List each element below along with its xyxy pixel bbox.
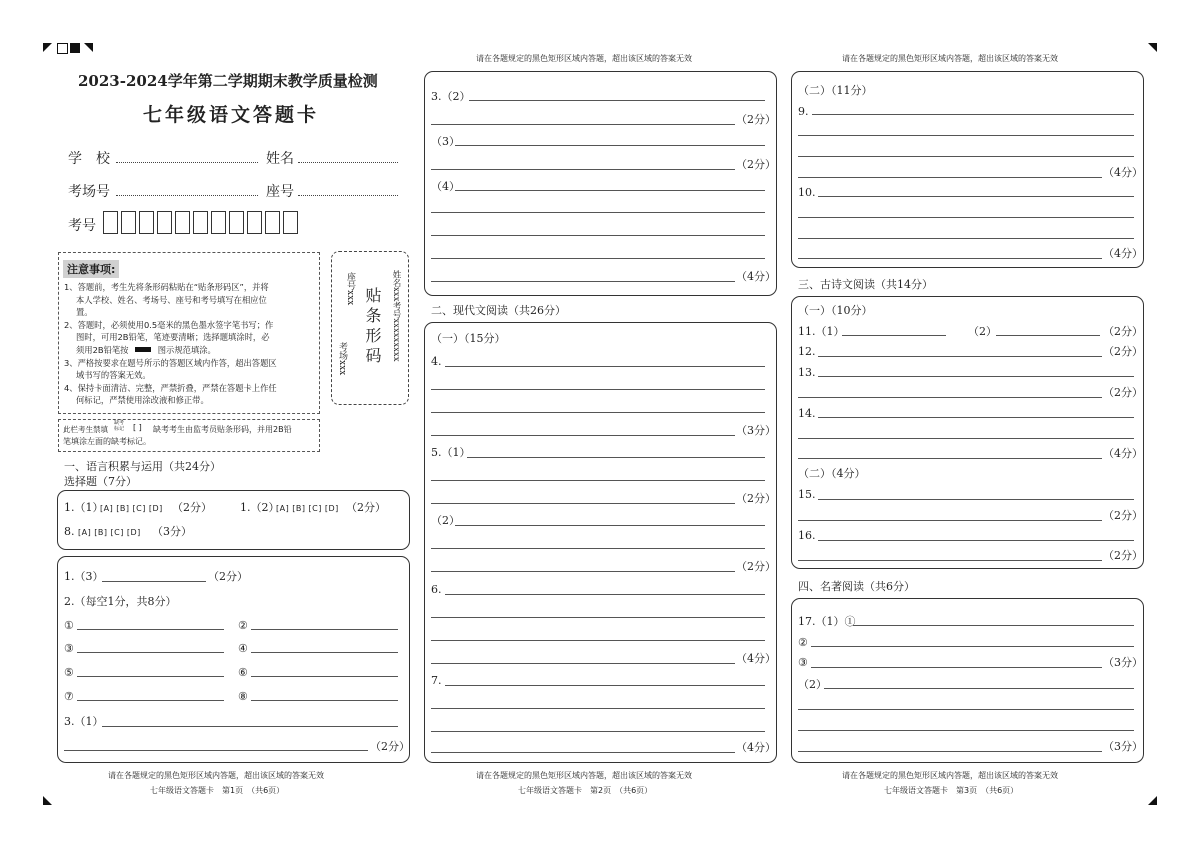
- q3-3-label: （3）: [431, 135, 460, 148]
- section1-title: 一、语言积累与运用（共24分）: [64, 460, 221, 473]
- q1-2-label: 1.（2）: [240, 501, 280, 514]
- q9-label: 9.: [798, 105, 809, 118]
- q1-3-label: 1.（3）: [64, 570, 104, 583]
- q3-2-line1[interactable]: [469, 100, 765, 101]
- q9-line1[interactable]: [812, 114, 1134, 115]
- exam-no-label: 考号: [68, 218, 96, 234]
- q17-p2-line2[interactable]: [798, 709, 1134, 710]
- barcode-name: 姓名xxx考号xxxxxxxxx: [391, 270, 401, 362]
- q14-label: 14.: [798, 407, 816, 420]
- q1-1-score: （2分）: [172, 501, 212, 514]
- blank-8-label: ⑧: [238, 690, 248, 703]
- corner-mark-bl: [43, 796, 52, 805]
- q8-score: （3分）: [152, 525, 192, 538]
- q5-1-score: （2分）: [736, 492, 776, 505]
- q17-2-line[interactable]: [811, 646, 1134, 647]
- q1-3-line[interactable]: [102, 581, 206, 582]
- q3-2-score: （2分）: [736, 113, 776, 126]
- footer-page-3: 七年级语文答题卡 第3页 （共6页）: [884, 786, 1019, 795]
- q17-c2-label: ②: [798, 636, 808, 649]
- q5-1-line2[interactable]: [431, 480, 765, 481]
- q6-label: 6.: [431, 583, 442, 596]
- part2b-label: （二）（4分）: [798, 467, 866, 480]
- col1-answer-box: [57, 556, 410, 763]
- q5-1-line3[interactable]: [431, 503, 735, 504]
- absent-mark-checkbox[interactable]: [ ]: [133, 423, 142, 432]
- q1-1-label: 1.（1）: [64, 501, 104, 514]
- q7-line3[interactable]: [431, 731, 765, 732]
- q3-3-line1[interactable]: [455, 145, 765, 146]
- notice-list: 1、答题前，考生先将条形码粘贴在“贴条形码区”，并将 本人学校、姓名、考场号、座号和考号填写在相应位 置。 2、答题时，必须使用0.5毫米的黑色墨水签字笔书写；作 图时，可用2B铅笔，笔迹要清晰；选择题填涂时，必 须用2B铅笔按 图示规范填涂。 3、严格按要求在题号所示的答题区域内作答，超出答题区 域书写的答案无效。 4、保持卡面清洁、完整，严禁折叠，严禁在答题卡上作任 何标记，严禁使用涂改液和修正带。: [64, 282, 277, 406]
- q4-score: （3分）: [736, 424, 776, 437]
- q4-line1[interactable]: [445, 366, 765, 367]
- q13-line1[interactable]: [818, 376, 1134, 377]
- warning-top-2: 请在各题规定的黑色矩形区域内答题，超出该区域的答案无效: [476, 54, 692, 63]
- q1-2-score: （2分）: [346, 501, 386, 514]
- q8-label: 8.: [64, 525, 75, 538]
- blank-3-line[interactable]: [77, 652, 224, 653]
- q17-p2-line1[interactable]: [824, 688, 1134, 689]
- q17-2-score: （3分）: [1103, 740, 1143, 753]
- q15-line1[interactable]: [818, 499, 1134, 500]
- q9-score: （4分）: [1103, 166, 1143, 179]
- choice-title: 选择题（7分）: [64, 475, 137, 488]
- q5-2-line3[interactable]: [431, 571, 735, 572]
- q6-line3[interactable]: [431, 640, 765, 641]
- absent-text3: 笔填涂左面的缺考标记。: [63, 437, 151, 446]
- q1-3-score: （2分）: [208, 570, 248, 583]
- q3-4-line2[interactable]: [431, 212, 765, 213]
- q8-options[interactable]: [A] [B] [C] [D]: [78, 528, 141, 537]
- q17-2-label: （2）: [798, 678, 827, 691]
- q16-label: 16.: [798, 529, 816, 542]
- q16-score: （2分）: [1103, 549, 1143, 562]
- q9-line4[interactable]: [798, 177, 1102, 178]
- blank-2-label: ②: [238, 619, 248, 632]
- blank-8-line[interactable]: [251, 700, 398, 701]
- q11-score: （2分）: [1103, 325, 1143, 338]
- q3-1-line1[interactable]: [102, 726, 398, 727]
- q5-1-line1[interactable]: [467, 457, 765, 458]
- fill-sample-icon: [135, 347, 151, 352]
- position-mark-square: [57, 43, 68, 54]
- q13-label: 13.: [798, 366, 816, 379]
- q5-2-line2[interactable]: [431, 548, 765, 549]
- absent-text1: 此栏考生禁填: [63, 425, 108, 434]
- room-label: 考场号: [68, 184, 110, 200]
- blank-1-line[interactable]: [77, 629, 224, 630]
- q17-p2-line3[interactable]: [798, 730, 1134, 731]
- room-field[interactable]: [116, 195, 258, 196]
- q4-line4[interactable]: [431, 435, 735, 436]
- q1-2-options[interactable]: [A] [B] [C] [D]: [276, 504, 339, 513]
- q15-label: 15.: [798, 488, 816, 501]
- q9-line3[interactable]: [798, 156, 1134, 157]
- name-label: 姓名: [266, 151, 294, 167]
- q14-line3[interactable]: [798, 458, 1102, 459]
- section4-title: 四、名著阅读（共6分）: [798, 580, 915, 593]
- notice-title: 注意事项:: [63, 260, 119, 278]
- q4-label: 4.: [431, 355, 442, 368]
- warning-bottom-3: 请在各题规定的黑色矩形区域内答题，超出该区域的答案无效: [842, 771, 1058, 780]
- exam-title: 2023-2024学年第二学期期末教学质量检测: [78, 72, 378, 90]
- corner-mark-tr: [1148, 43, 1157, 52]
- blank-5-line[interactable]: [77, 676, 224, 677]
- q10-line3[interactable]: [798, 238, 1134, 239]
- exam-no-boxes[interactable]: [103, 211, 318, 238]
- q3-2-label: 3.（2）: [431, 90, 471, 103]
- school-label: 学 校: [68, 151, 110, 167]
- q11-1-label: 11.（1）: [798, 325, 845, 338]
- q6-line1[interactable]: [445, 594, 765, 595]
- q17-p2-line4[interactable]: [798, 751, 1102, 752]
- q6-score: （4分）: [736, 652, 776, 665]
- q14-line1[interactable]: [818, 417, 1134, 418]
- q6-line4[interactable]: [431, 663, 735, 664]
- q3-4-line1[interactable]: [455, 190, 765, 191]
- q17-1-line[interactable]: [853, 625, 1134, 626]
- q7-line4[interactable]: [431, 752, 735, 753]
- q3-3-line2[interactable]: [431, 169, 735, 170]
- blank-1-label: ①: [64, 619, 74, 632]
- blank-5-label: ⑤: [64, 666, 74, 679]
- q10-line4[interactable]: [798, 258, 1102, 259]
- barcode-label: 贴条形码: [363, 287, 382, 367]
- q16-line1[interactable]: [818, 540, 1134, 541]
- q17-c3-label: ③: [798, 656, 808, 669]
- blank-7-line[interactable]: [77, 700, 224, 701]
- q11-2-line[interactable]: [996, 335, 1100, 336]
- q3-4-line3[interactable]: [431, 235, 765, 236]
- q10-score: （4分）: [1103, 247, 1143, 260]
- q3-4-line4[interactable]: [431, 258, 765, 259]
- corner-mark-tl2: [84, 43, 93, 52]
- q5-2-label: （2）: [431, 514, 460, 527]
- q4-line2[interactable]: [431, 389, 765, 390]
- corner-mark-br: [1148, 796, 1157, 805]
- q1-1-options[interactable]: [A] [B] [C] [D]: [100, 504, 163, 513]
- q15-score: （2分）: [1103, 509, 1143, 522]
- q3-4-score: （4分）: [736, 270, 776, 283]
- q3-4-label: （4）: [431, 180, 460, 193]
- q7-line2[interactable]: [431, 708, 765, 709]
- q13-score: （2分）: [1103, 386, 1143, 399]
- blank-3-label: ③: [64, 642, 74, 655]
- q3-4-line5[interactable]: [431, 281, 735, 282]
- seat-label: 座号: [266, 184, 294, 200]
- q17-1-score: （3分）: [1103, 656, 1143, 669]
- col2-top-box: [424, 71, 777, 296]
- q10-line2[interactable]: [798, 217, 1134, 218]
- part2-label: （二）（11分）: [798, 84, 873, 97]
- absent-text2: 缺考考生由监考员贴条形码，并用2B铅: [153, 425, 292, 434]
- warning-bottom-1: 请在各题规定的黑色矩形区域内答题，超出该区域的答案无效: [108, 771, 324, 780]
- blank-4-label: ④: [238, 642, 248, 655]
- seat-field[interactable]: [298, 195, 398, 196]
- q7-label: 7.: [431, 674, 442, 687]
- q3-3-score: （2分）: [736, 158, 776, 171]
- warning-top-3: 请在各题规定的黑色矩形区域内答题，超出该区域的答案无效: [842, 54, 1058, 63]
- q12-label: 12.: [798, 345, 816, 358]
- barcode-seat: 座号xxx: [345, 272, 355, 306]
- q4-line3[interactable]: [431, 412, 765, 413]
- choice-box: [57, 490, 410, 550]
- barcode-room: 考场xxx: [337, 342, 347, 376]
- q3-2-line2[interactable]: [431, 124, 735, 125]
- q7-line1[interactable]: [445, 685, 765, 686]
- q3-1-line2[interactable]: [64, 750, 368, 751]
- q10-label: 10.: [798, 186, 816, 199]
- q9-line2[interactable]: [798, 135, 1134, 136]
- section2-title: 二、现代文阅读（共26分）: [431, 304, 566, 317]
- name-field[interactable]: [298, 162, 398, 163]
- q5-2-line1[interactable]: [455, 525, 765, 526]
- blank-6-label: ⑥: [238, 666, 248, 679]
- part1-label: （一）（15分）: [431, 332, 506, 345]
- q3-1-label: 3.（1）: [64, 715, 104, 728]
- q16-line2[interactable]: [798, 560, 1102, 561]
- q12-score: （2分）: [1103, 345, 1143, 358]
- corner-mark-tl: [43, 43, 52, 52]
- footer-page-1: 七年级语文答题卡 第1页 （共6页）: [150, 786, 285, 795]
- blank-6-line[interactable]: [251, 676, 398, 677]
- warning-bottom-2: 请在各题规定的黑色矩形区域内答题，超出该区域的答案无效: [476, 771, 692, 780]
- section3-title: 三、古诗文阅读（共14分）: [798, 278, 933, 291]
- absent-mark-label: 缺考标记: [114, 420, 125, 432]
- q3-1-score: （2分）: [370, 740, 410, 753]
- card-title: 七年级语文答题卡: [143, 104, 320, 126]
- q10-line1[interactable]: [818, 196, 1134, 197]
- q6-line2[interactable]: [431, 617, 765, 618]
- q11-1-line[interactable]: [842, 335, 946, 336]
- q2-label: 2.（每空1分，共8分）: [64, 595, 177, 608]
- q14-score: （4分）: [1103, 447, 1143, 460]
- blank-7-label: ⑦: [64, 690, 74, 703]
- q5-2-score: （2分）: [736, 560, 776, 573]
- q15-line2[interactable]: [798, 520, 1102, 521]
- position-mark-block: [70, 43, 80, 53]
- footer-page-2: 七年级语文答题卡 第2页 （共6页）: [518, 786, 653, 795]
- q17-3-line[interactable]: [811, 667, 1102, 668]
- q12-line[interactable]: [818, 356, 1102, 357]
- blank-4-line[interactable]: [251, 652, 398, 653]
- part1-label-3: （一）（10分）: [798, 304, 873, 317]
- q14-line2[interactable]: [798, 438, 1134, 439]
- q7-score: （4分）: [736, 741, 776, 754]
- q5-1-label: 5.（1）: [431, 446, 471, 459]
- school-field[interactable]: [116, 162, 258, 163]
- q11-2-label: （2）: [968, 325, 997, 338]
- q17-label: 17.（1）①: [798, 615, 856, 628]
- blank-2-line[interactable]: [251, 629, 398, 630]
- q13-line2[interactable]: [798, 397, 1102, 398]
